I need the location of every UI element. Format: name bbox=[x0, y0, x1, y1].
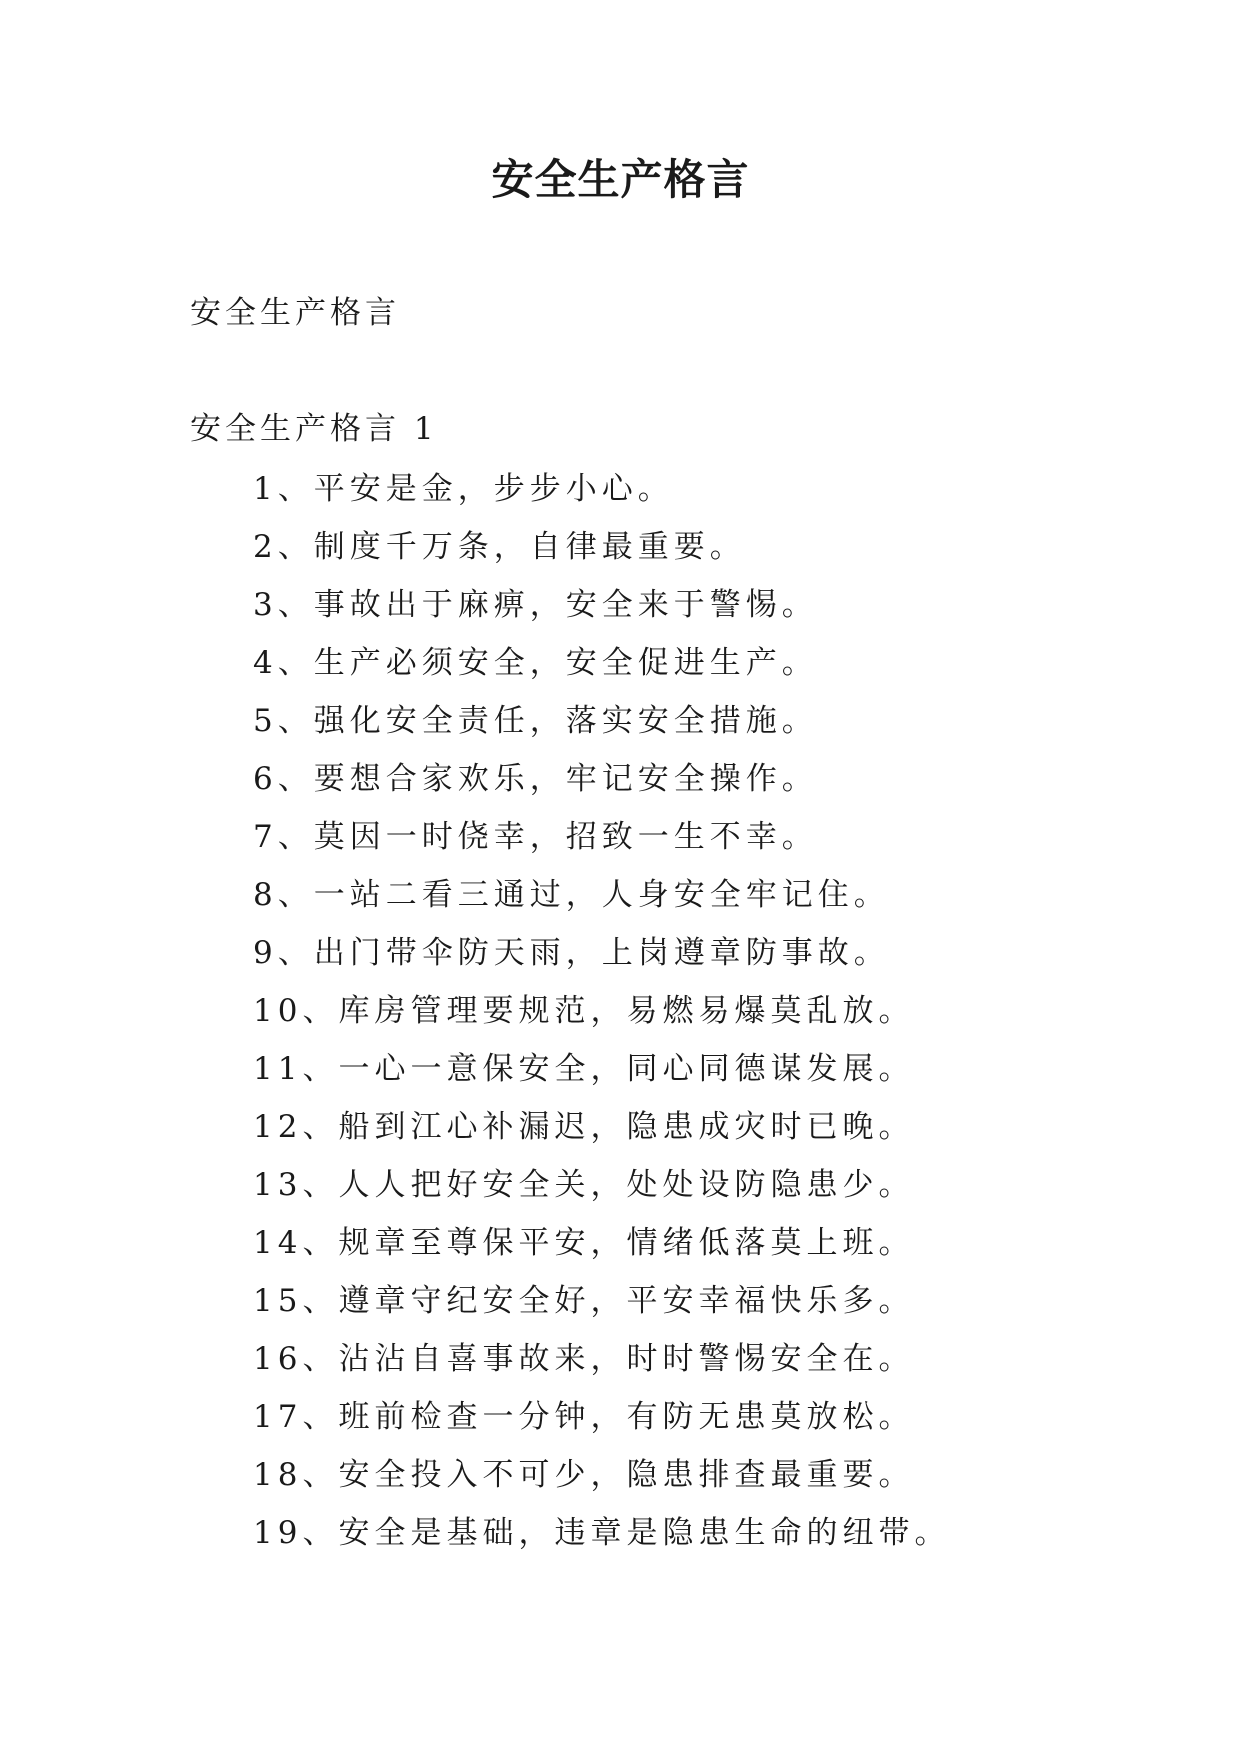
motto-item: 17、班前检查一分钟，有防无患莫放松。 bbox=[253, 1399, 915, 1435]
motto-item: 5、强化安全责任，落实安全措施。 bbox=[253, 703, 818, 739]
motto-item: 1、平安是金，步步小心。 bbox=[253, 471, 674, 507]
motto-item: 10、库房管理要规范，易燃易爆莫乱放。 bbox=[253, 993, 915, 1029]
document-subtitle: 安全生产格言 bbox=[190, 295, 400, 331]
motto-item: 12、船到江心补漏迟，隐患成灾时已晚。 bbox=[253, 1109, 915, 1145]
document-title: 安全生产格言 bbox=[491, 155, 750, 204]
motto-item: 18、安全投入不可少，隐患排查最重要。 bbox=[253, 1457, 915, 1493]
motto-item: 14、规章至尊保平安，情绪低落莫上班。 bbox=[253, 1225, 915, 1261]
motto-item: 15、遵章守纪安全好，平安幸福快乐多。 bbox=[253, 1283, 915, 1319]
motto-item: 6、要想合家欢乐，牢记安全操作。 bbox=[253, 761, 818, 797]
motto-item: 3、事故出于麻痹，安全来于警惕。 bbox=[253, 587, 818, 623]
section-heading: 安全生产格言 1 bbox=[190, 411, 438, 447]
motto-item: 7、莫因一时侥幸，招致一生不幸。 bbox=[253, 819, 818, 855]
motto-item: 19、安全是基础，违章是隐患生命的纽带。 bbox=[253, 1515, 951, 1551]
motto-list bbox=[253, 468, 950, 1570]
motto-item: 11、一心一意保安全，同心同德谋发展。 bbox=[253, 1051, 915, 1087]
motto-item: 9、出门带伞防天雨，上岗遵章防事故。 bbox=[253, 935, 890, 971]
motto-item: 4、生产必须安全，安全促进生产。 bbox=[253, 645, 818, 681]
motto-item: 2、制度千万条，自律最重要。 bbox=[253, 529, 746, 565]
motto-item: 8、一站二看三通过，人身安全牢记住。 bbox=[253, 877, 890, 913]
motto-item: 16、沾沾自喜事故来，时时警惕安全在。 bbox=[253, 1341, 915, 1377]
motto-item: 13、人人把好安全关，处处设防隐患少。 bbox=[253, 1167, 915, 1203]
